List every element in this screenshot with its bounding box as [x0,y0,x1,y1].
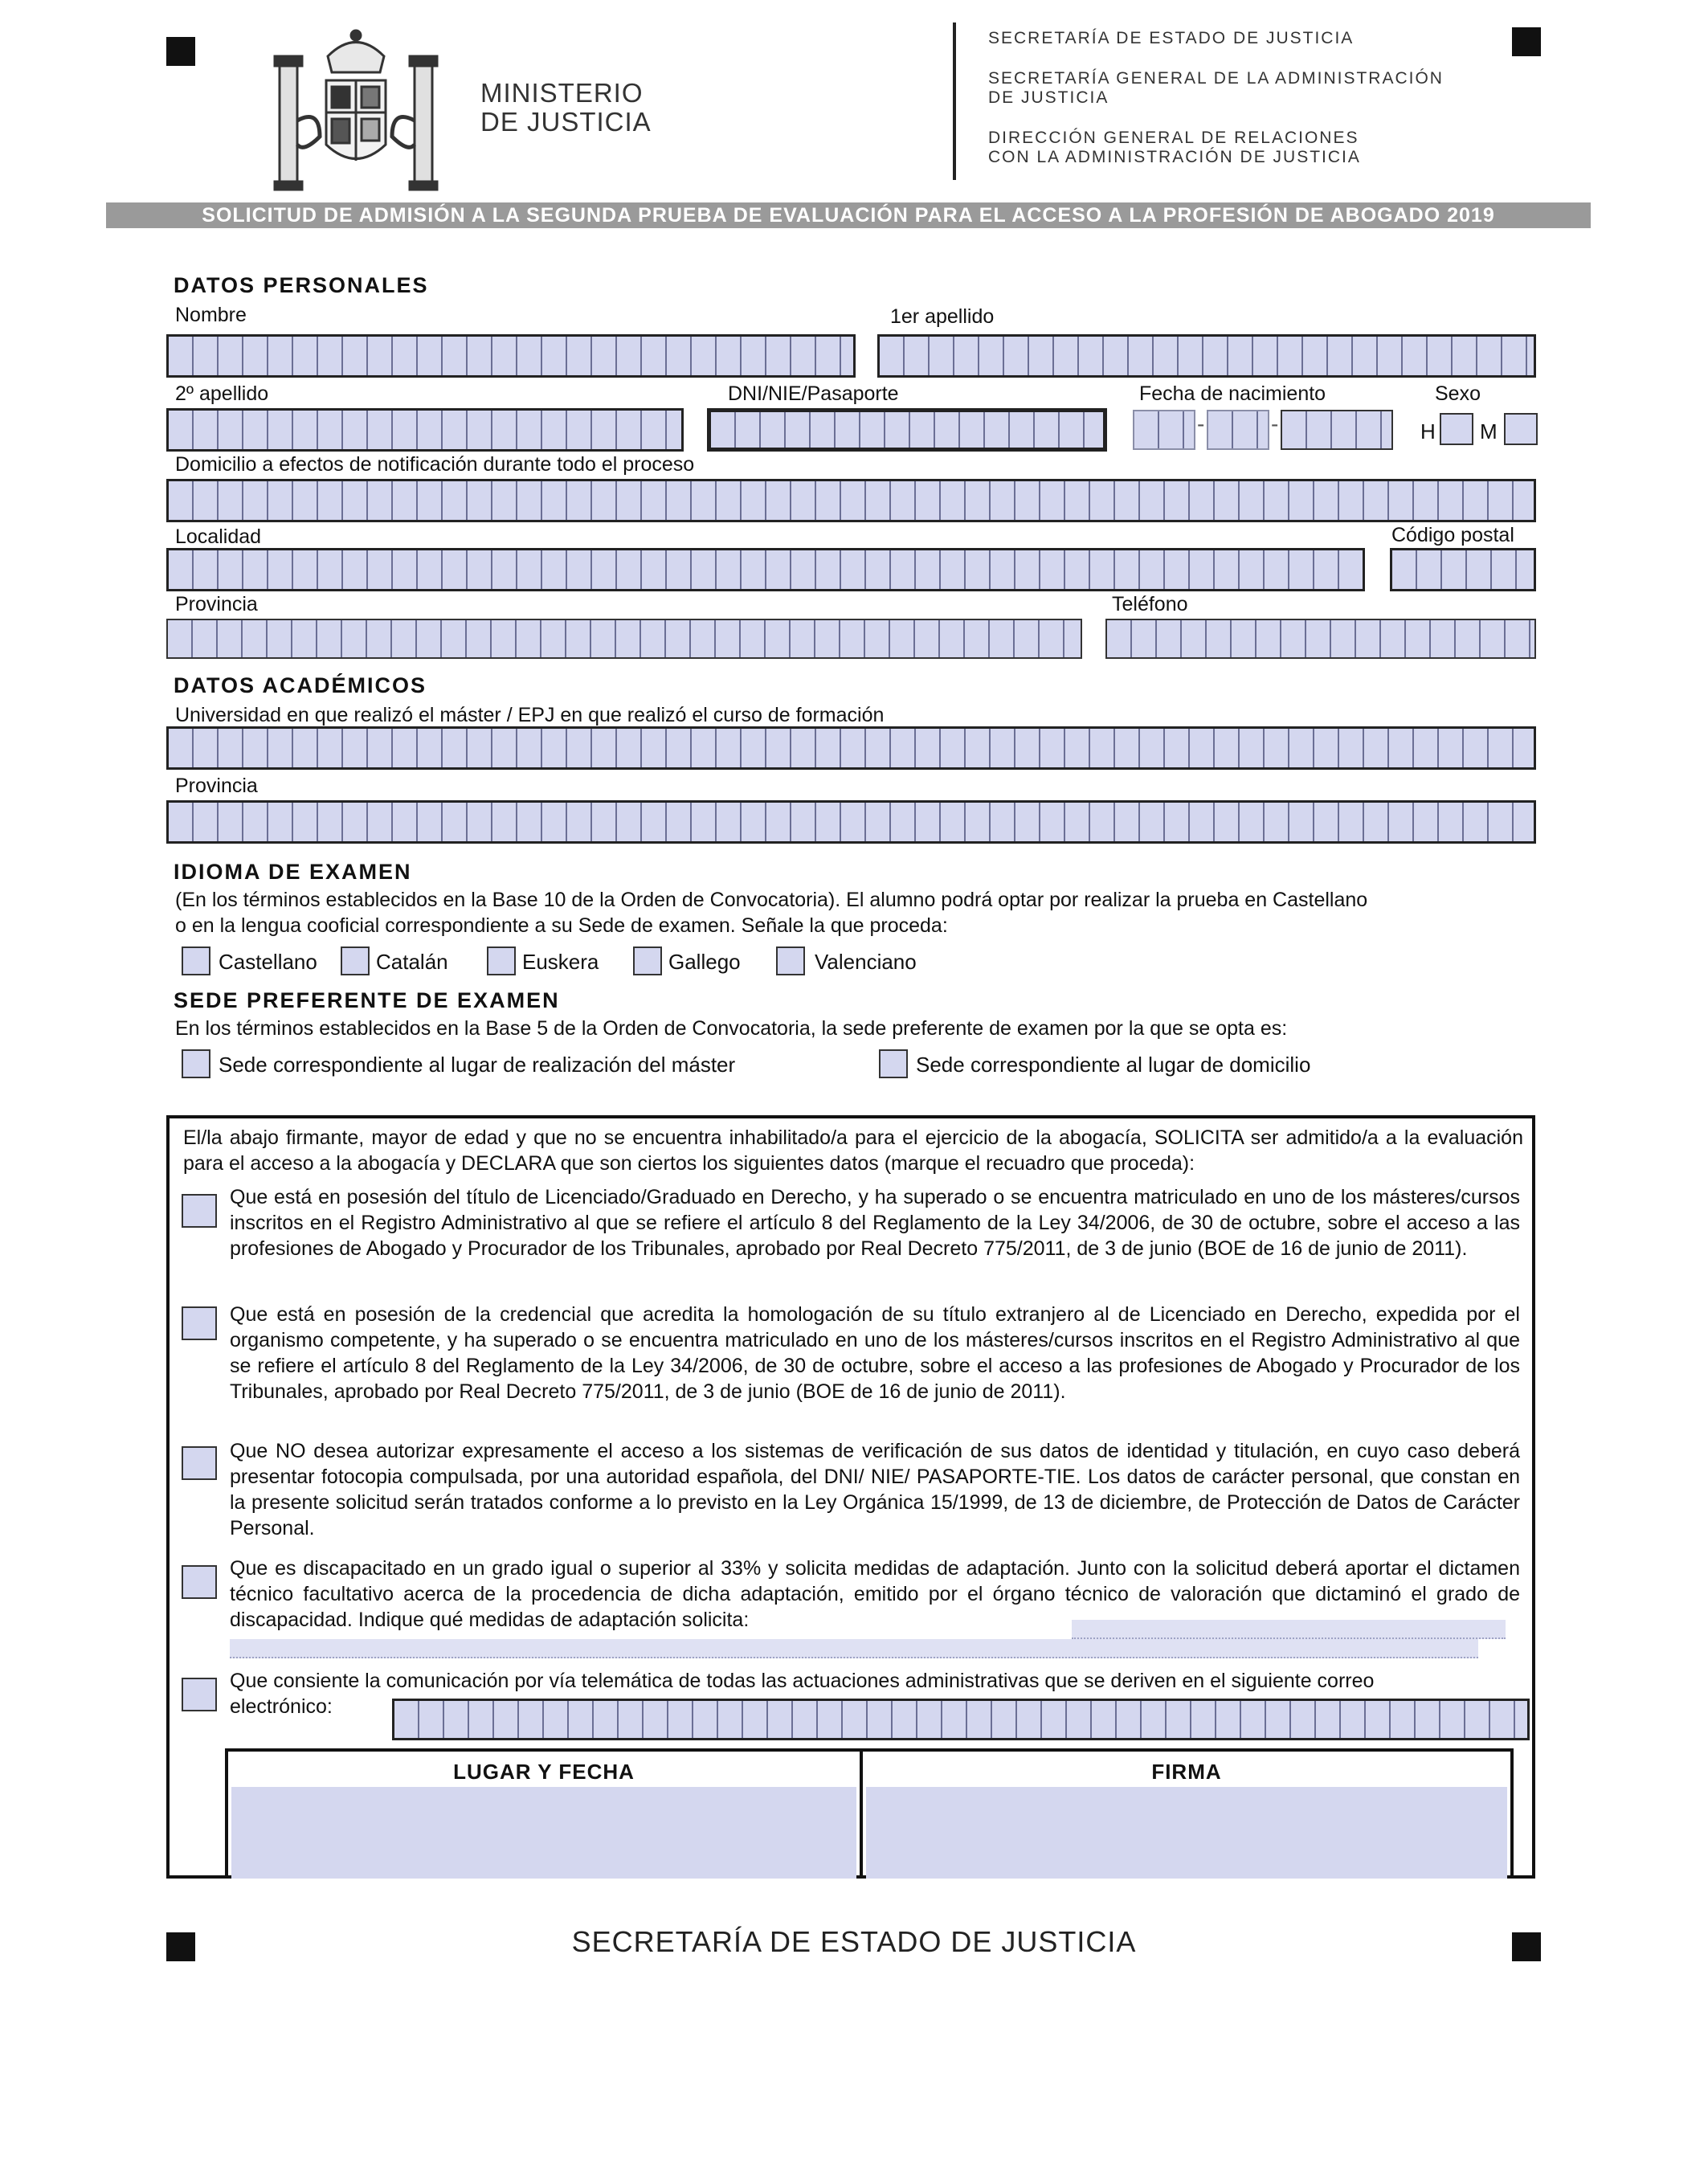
signature-cell [863,1752,1510,1879]
registration-mark-top-right [1512,27,1541,56]
label-place-date: LUGAR Y FECHA [453,1760,635,1784]
label-codigo-postal: Código postal [1391,524,1514,546]
option-catalan: Catalán [376,950,448,974]
declaration-item-5: Que consiente la comunicación por vía telemática de todas las actuaciones administrativas que se deriven en el siguiente correo [230,1670,1375,1692]
field-domicilio[interactable] [166,479,1536,522]
checkbox-gallego[interactable] [633,946,662,975]
declaration-item-4: Que es discapacitado en un grado igual o superior al 33% y solicita medidas de adaptación. Junto con la solicitud deberá aportar el dictamen técnico facultativo acerca de la procedencia de dicha adaptación, emitido por el órgano técnico de valoración que dictaminó el grado de discapacidad. Indique qué medidas de adaptación solicita: [230,1557,1520,1631]
footer-secretaria: SECRETARÍA DE ESTADO DE JUSTICIA [571,1925,1137,1958]
declaration-item-5-email-label: electrónico: [230,1695,333,1718]
header-departments: SECRETARÍA DE ESTADO DE JUSTICIA SECRETARÍA GENERAL DE LA ADMINISTRACIÓN DE JUSTICIA DIRECCIÓN GENERAL DE RELACIONES CON LA ADMINISTRACIÓN DE JUSTICIA [988,29,1444,166]
field-fecha-anio[interactable] [1281,410,1393,450]
language-description-2: o en la lengua cooficial correspondiente a su Sede de examen. Señale la que proceda: [175,914,948,937]
venue-description: En los términos establecidos en la Base 5 de la Orden de Convocatoria, la sede preferente de examen por la que se opta es: [175,1017,1288,1040]
option-castellano: Castellano [219,950,317,974]
checkbox-catalan[interactable] [341,946,370,975]
header-divider [953,22,956,180]
form-title-banner: SOLICITUD DE ADMISIÓN A LA SEGUNDA PRUEBA DE EVALUACIÓN PARA EL ACCESO A LA PROFESIÓN DE ABOGADO 2019 [106,202,1591,228]
declaration-intro: El/la abajo firmante, mayor de edad y que no se encuentra inhabilitado/a para el ejercicio de la abogacía, SOLICITA ser admitido/a a la evaluación para el acceso a la abogacía y DECLARA que son ciertos los siguientes datos (marque el recuadro que proceda): [183,1126,1523,1175]
label-domicilio: Domicilio a efectos de notificación durante todo el proceso [175,453,695,476]
field-codigo-postal[interactable] [1390,548,1536,591]
checkbox-sede-domicilio[interactable] [879,1049,908,1078]
field-adaptation-measures-2[interactable] [230,1639,1478,1658]
field-apellido1[interactable] [877,334,1536,378]
option-sede-domicilio: Sede correspondiente al lugar de domicilio [916,1053,1311,1077]
checkbox-sede-master[interactable] [182,1049,210,1078]
field-universidad[interactable] [166,726,1536,770]
field-email[interactable] [392,1699,1530,1740]
field-fecha-mes[interactable] [1207,410,1269,450]
checkbox-castellano[interactable] [182,946,210,975]
declaration-item-3: Que NO desea autorizar expresamente el acceso a los sistemas de verificación de sus datos de identidad y titulación, en cuyo caso deberá presentar fotocopia compulsada, por una autoridad española, del DNI/ NIE/ PASAPORTE-TIE. Los datos de carácter personal, que constan en la presente solicitud serán tratados conforme a lo previsto en la Ley Orgánica 15/1999, de 13 de diciembre, de Protección de Datos de Carácter Personal. [230,1440,1520,1539]
field-apellido2[interactable] [166,408,684,452]
label-provincia-academica: Provincia [175,775,258,797]
checkbox-sexo-h[interactable] [1440,413,1473,445]
checkbox-declaration-4[interactable] [182,1565,217,1599]
option-euskera: Euskera [522,950,599,974]
option-sede-master: Sede correspondiente al lugar de realización del máster [219,1053,736,1077]
declaration-item-1: Que está en posesión del título de Licenciado/Graduado en Derecho, y ha superado o se encuentra matriculado en uno de los másteres/cursos inscritos en el Registro Administrativo al que se refiere el artículo 8 del Reglamento de la Ley 34/2006, de 30 de octubre, sobre el acceso a las profesiones de Abogado y Procurador de los Tribunales, aprobado por Real Decreto 775/2011, de 3 de junio (BOE de 16 de junio de 2011). [230,1186,1520,1260]
field-localidad[interactable] [166,548,1365,591]
ministry-name: MINISTERIO DE JUSTICIA [480,78,652,137]
field-telefono[interactable] [1105,619,1536,659]
field-adaptation-measures-1[interactable] [1072,1620,1506,1639]
field-provincia[interactable] [166,619,1082,659]
checkbox-valenciano[interactable] [776,946,805,975]
label-sexo-m: M [1480,419,1498,444]
label-fecha-nacimiento: Fecha de nacimiento [1139,382,1326,405]
label-apellido1: 1er apellido [890,305,995,328]
label-sexo: Sexo [1435,382,1481,405]
section-academic-data: DATOS ACADÉMICOS [174,673,427,697]
section-personal-data: DATOS PERSONALES [174,273,429,297]
registration-mark-top-left [166,37,195,66]
label-universidad: Universidad en que realizó el máster / EPJ en que realizó el curso de formación [175,704,885,726]
option-valenciano: Valenciano [815,950,917,974]
field-nombre[interactable] [166,334,856,378]
date-separator: - [1197,411,1205,436]
label-telefono: Teléfono [1112,593,1188,615]
date-separator: - [1271,411,1279,436]
field-signature[interactable] [866,1787,1507,1879]
checkbox-sexo-m[interactable] [1504,413,1538,445]
label-nombre: Nombre [175,304,247,326]
label-apellido2: 2º apellido [175,382,269,405]
field-provincia-academica[interactable] [166,800,1536,844]
field-place-date[interactable] [231,1787,856,1879]
language-description-1: (En los términos establecidos en la Base 10 de la Orden de Convocatoria). El alumno podrá optar por realizar la prueba en Castellano [175,889,1368,911]
checkbox-euskera[interactable] [487,946,516,975]
option-gallego: Gallego [668,950,741,974]
label-dni: DNI/NIE/Pasaporte [728,382,899,405]
label-provincia: Provincia [175,593,258,615]
declaration-item-2: Que está en posesión de la credencial que acredita la homologación de su título extranjero al de Licenciado en Derecho, expedida por el organismo competente, y ha superado o se encuentra matriculado en uno de los másteres/cursos inscritos en el Registro Administrativo al que se refiere el artículo 8 del Reglamento de la Ley 34/2006, de 30 de octubre, sobre el acceso a las profesiones de Abogado y Procurador de los Tribunales, aprobado por Real Decreto 775/2011, de 3 de junio (BOE de 16 de junio de 2011). [230,1303,1520,1403]
checkbox-declaration-5[interactable] [182,1678,217,1711]
checkbox-declaration-3[interactable] [182,1446,217,1480]
label-signature: FIRMA [1151,1760,1222,1784]
signature-block [225,1748,1514,1879]
label-localidad: Localidad [175,525,262,548]
place-date-cell [228,1752,863,1879]
section-exam-venue: SEDE PREFERENTE DE EXAMEN [174,988,560,1012]
section-exam-language: IDIOMA DE EXAMEN [174,860,412,884]
checkbox-declaration-1[interactable] [182,1194,217,1228]
label-sexo-h: H [1420,419,1436,444]
field-fecha-dia[interactable] [1133,410,1195,450]
field-dni[interactable] [707,408,1107,452]
checkbox-declaration-2[interactable] [182,1306,217,1340]
spanish-coat-of-arms-icon [272,24,440,191]
